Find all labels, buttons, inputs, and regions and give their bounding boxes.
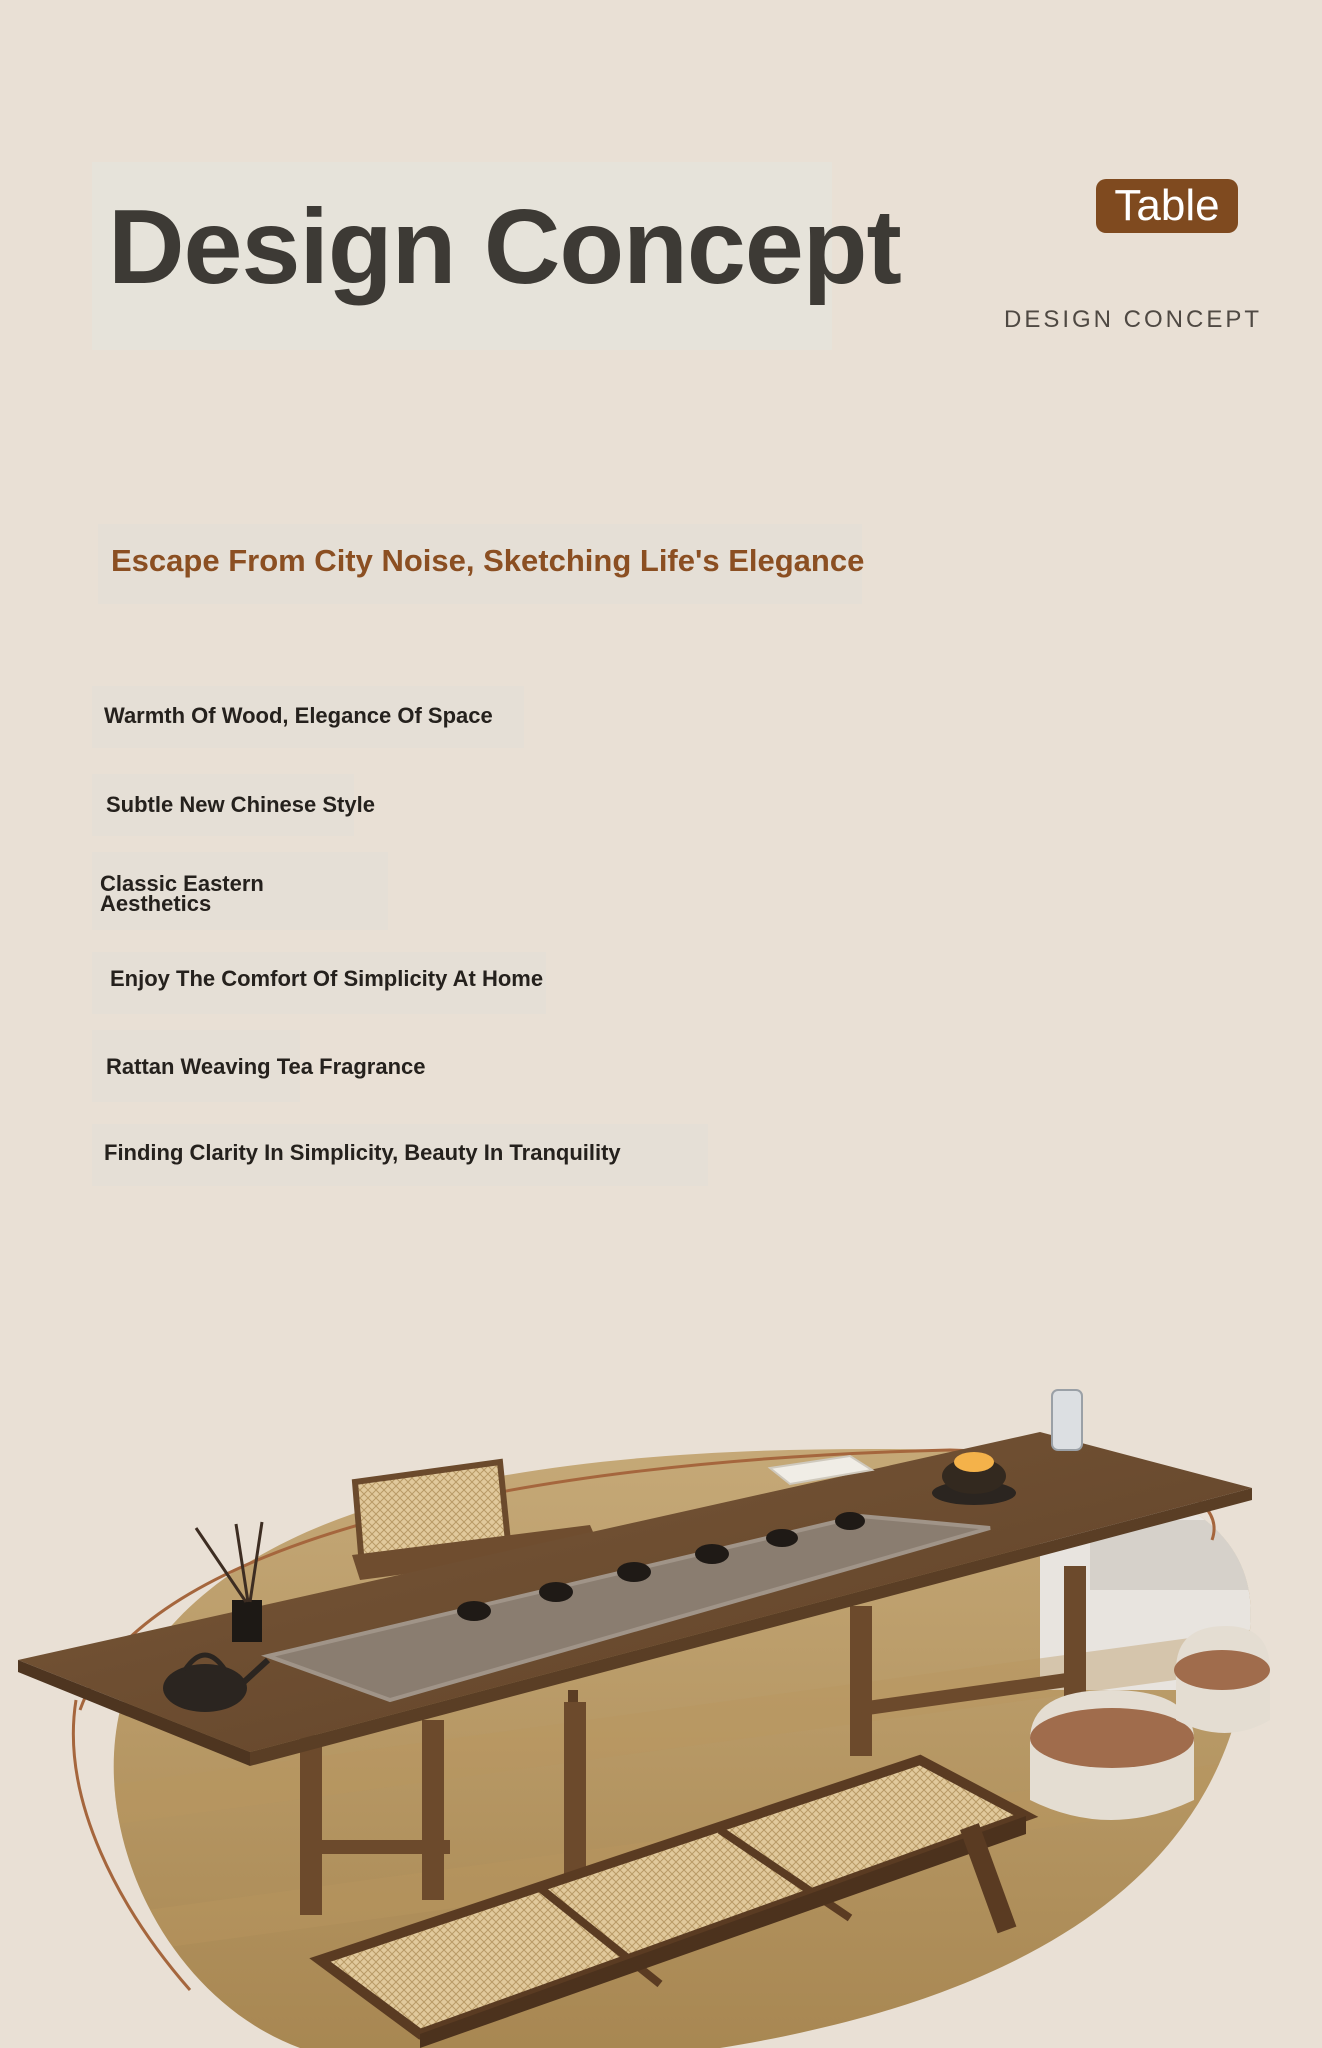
feature-item: Finding Clarity In Simplicity, Beauty In Tranquility (104, 1140, 621, 1165)
tea-table-illustration (0, 1370, 1322, 2048)
category-badge: Table (1096, 179, 1238, 233)
page-subtitle: DESIGN CONCEPT (1004, 306, 1263, 333)
feature-item: Subtle New Chinese Style (106, 792, 375, 817)
feature-item: Warmth Of Wood, Elegance Of Space (104, 703, 493, 728)
feature-item: Rattan Weaving Tea Fragrance (106, 1054, 426, 1079)
feature-item: Enjoy The Comfort Of Simplicity At Home (110, 966, 544, 991)
feature-item: Classic Eastern Aesthetics (100, 871, 264, 916)
page-title: Design Concept (108, 188, 901, 306)
tagline: Escape From City Noise, Sketching Life's Elegance (111, 543, 865, 578)
